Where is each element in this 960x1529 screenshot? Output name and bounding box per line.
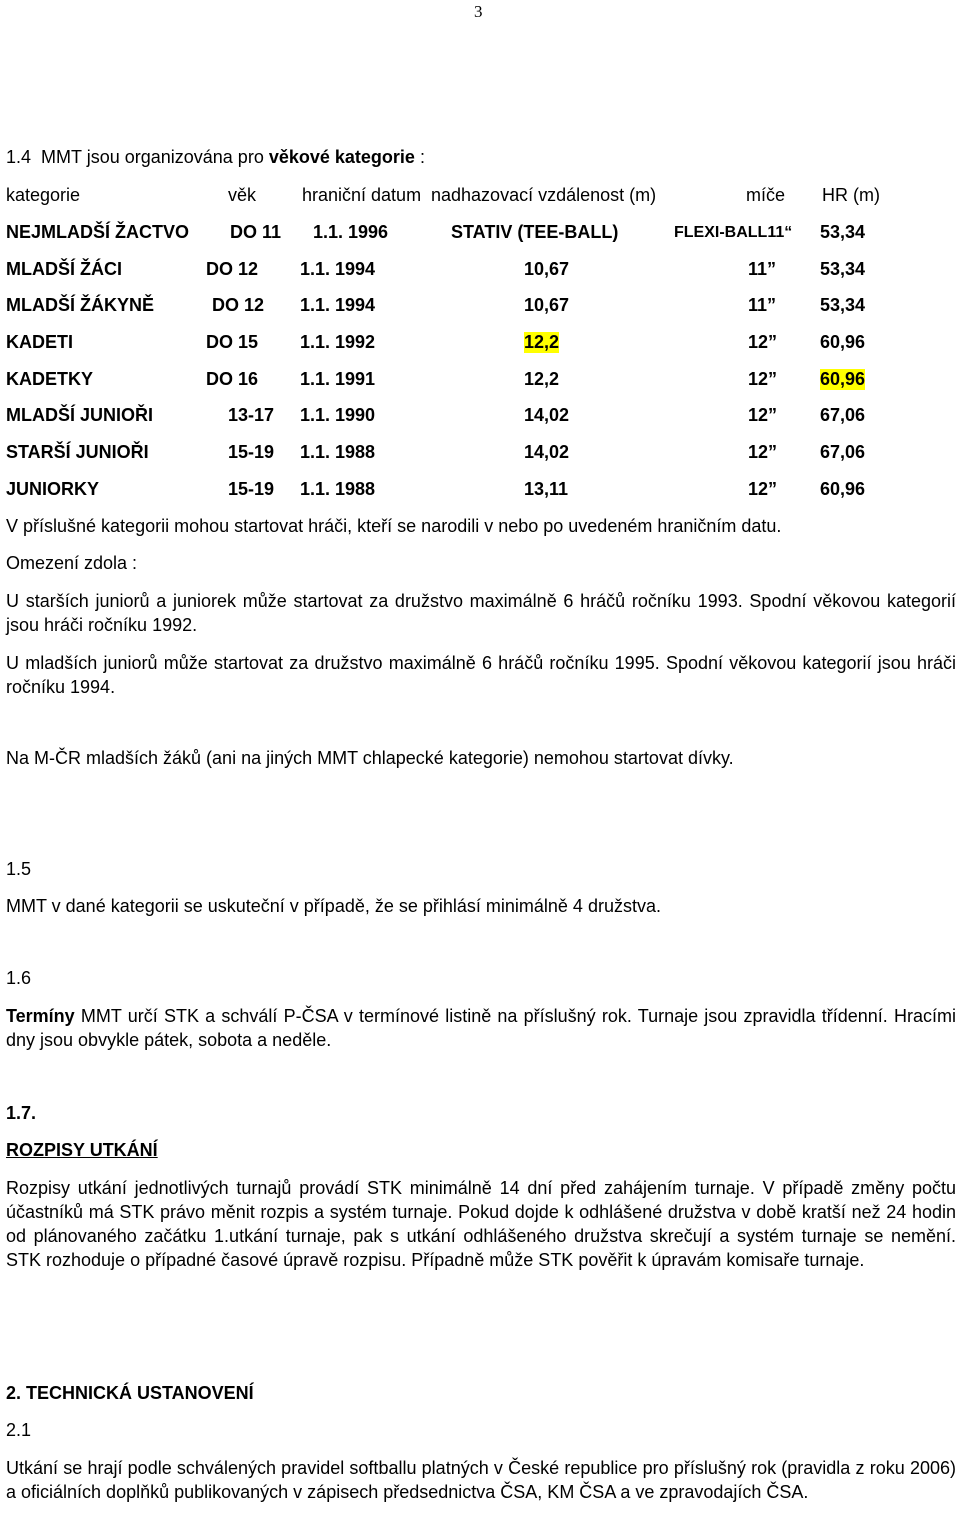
cell-hr: 67,06 [820,405,866,425]
cell-hr: 53,34 [820,222,866,242]
cell-vek: DO 11 [230,222,282,242]
table-row [0,442,960,466]
omezeni-mladsi-paragraph: U mladších juniorů může startovat za družstvo maximálně 6 hráčů ročníku 1995. Spodní věkovou kategorií jsou hráči ročníku 1994. [6,653,956,697]
cell-mice: 11” [748,295,777,315]
cell-mice: 12” [748,405,778,425]
cell-hr: 67,06 [820,442,866,462]
intro-text: MMT jsou organizována pro [41,147,264,167]
table-row [0,222,960,246]
section-1-6-paragraph [6,1004,956,1052]
cell-hr: 53,34 [820,295,866,315]
omezeni-starsi-paragraph: U starších juniorů a juniorek může startovat za družstvo maximálně 6 hráčů ročníku 1993. Spodní věkovou kategorií jsou hráči ročníku 1992. [6,591,956,635]
section-1-6-bold: Termíny [6,1006,75,1026]
section-1-5-text: MMT v dané kategorii se uskuteční v případě, že se přihlásí minimálně 4 družstva. [6,896,661,916]
cell-mice: 12” [748,332,778,352]
cell-vzdalenost: 13,11 [524,479,569,499]
section-2-title: 2. TECHNICKÁ USTANOVENÍ [6,1383,254,1403]
cell-kategorie: JUNIORKY [6,479,100,499]
cell-vek: 15-19 [228,442,275,462]
table-row [0,479,960,503]
cell-hr-highlighted: 60,96 [820,369,866,389]
cell-datum: 1.1. 1994 [300,259,376,279]
section-2-1-paragraph: Utkání se hrají podle schválených pravidel softballu platných v České republice pro příslušný rok (pravidla z roku 2006) a oficiálních doplňků publikovaných v zápisech předsednictva ČSA, KM ČSA a ve zpravodajích ČSA. [6,1458,956,1502]
table-row [0,369,960,393]
cell-datum: 1.1. 1988 [300,442,376,462]
category-note: V příslušné kategorii mohou startovat hráči, kteří se narodili v nebo po uvedeném hraničním datu. [6,516,782,536]
cell-vek: DO 15 [206,332,259,352]
section-1-6-text: MMT určí STK a schválí P-ČSA v termínové listině na příslušný rok. Turnaje jsou zpravidla třídenní. Hracími dny jsou obvykle pátek, sobota a neděle. [6,1006,956,1050]
table-row [0,295,960,319]
cell-vzdalenost: 10,67 [524,295,570,315]
cell-kategorie: KADETI [6,332,73,352]
section-1-4-intro [6,147,425,168]
section-1-5-number: 1.5 [6,859,32,879]
header-datum: hraniční datum [302,185,422,205]
cell-mice: 12” [748,479,778,499]
cell-mice: FLEXI-BALL11“ [674,224,793,241]
cell-kategorie: STARŠÍ JUNIOŘI [6,442,149,462]
cell-kategorie: NEJMLADŠÍ ŽACTVO [6,222,190,242]
cell-vek: DO 12 [206,259,259,279]
section-1-6-number: 1.6 [6,968,32,988]
table-row [0,332,960,356]
cell-hr: 53,34 [820,259,866,279]
cell-vek: 15-19 [228,479,275,499]
cell-mice: 12” [748,369,778,389]
section-1-7-paragraph: Rozpisy utkání jednotlivých turnajů provádí STK minimálně 14 dní před zahájením turnaje. V případě změny počtu účastníků má STK právo měnit rozpis a systém turnaje. Pokud dojde k odhlášené družstva v době kratší než 24 hodin od plánovaného začátku 1.utkání turnaje, pak s utkání odhlášeného družstva skrečují a systém turnaje se nemění. STK rozhoduje o případné časové úpravě rozpisu. Případně může STK pověřit k úpravám komisaře turnaje. [6,1178,956,1270]
page-number: 3 [474,2,483,21]
table-row [0,405,960,429]
cell-hr: 60,96 [820,332,866,352]
section-number: 1.4 [6,147,32,167]
table-header [0,185,960,209]
header-mice: míče [746,185,786,205]
header-vzdalenost: nadhazovací vzdálenost (m) [431,185,657,205]
cell-hr: 60,96 [820,479,866,499]
section-2-1-number: 2.1 [6,1420,32,1440]
cell-vek: DO 16 [206,369,259,389]
cell-mice: 11” [748,259,777,279]
cell-vzdalenost: 14,02 [524,442,570,462]
cell-vek: 13-17 [228,405,275,425]
cell-datum: 1.1. 1996 [313,222,389,242]
section-1-7-number: 1.7. [6,1103,37,1123]
cell-kategorie: KADETKY [6,369,94,389]
cell-datum: 1.1. 1988 [300,479,376,499]
cell-vzdalenost: 12,2 [524,369,560,389]
cell-datum: 1.1. 1994 [300,295,376,315]
table-row [0,259,960,283]
cell-vzdalenost: 10,67 [524,259,570,279]
cell-vzdalenost: 14,02 [524,405,570,425]
intro-end: : [419,147,425,167]
cell-datum: 1.1. 1991 [300,369,376,389]
cell-datum: 1.1. 1990 [300,405,376,425]
header-vek: věk [228,185,257,205]
intro-bold: věkové kategorie [268,147,415,167]
cell-vzdalenost-highlighted: 12,2 [524,332,560,352]
cell-datum: 1.1. 1992 [300,332,376,352]
header-hr: HR (m) [822,185,880,205]
cell-vzdalenost: STATIV (TEE-BALL) [451,222,619,242]
cell-kategorie: MLADŠÍ ŽÁCI [6,259,122,279]
header-kategorie: kategorie [6,185,81,205]
cell-kategorie: MLADŠÍ ŽÁKYNĚ [6,295,154,315]
cell-kategorie: MLADŠÍ JUNIOŘI [6,405,154,425]
omezeni-title: Omezení zdola : [6,553,138,573]
cell-vek: DO 12 [212,295,265,315]
section-1-7-title: ROZPISY UTKÁNÍ [6,1140,158,1160]
cell-mice: 12” [748,442,778,462]
divky-note: Na M-ČR mladších žáků (ani na jiných MMT chlapecké kategorie) nemohou startovat dívky. [6,748,734,768]
